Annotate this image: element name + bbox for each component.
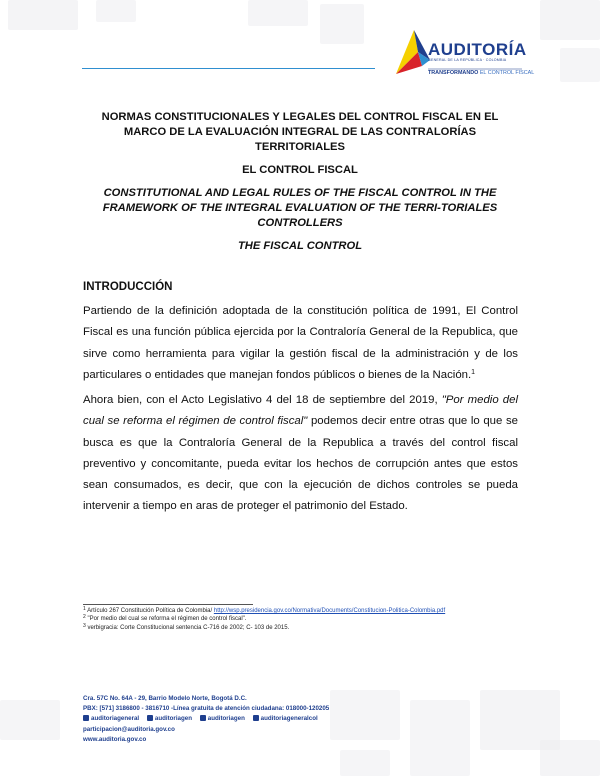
header-divider	[82, 68, 375, 69]
contact-footer	[83, 694, 329, 745]
decorative-tile	[340, 750, 390, 776]
contact-email[interactable]: participacion@auditoria.gov.co	[83, 726, 175, 734]
document-title-block	[90, 110, 510, 254]
instagram-icon	[200, 715, 206, 721]
contact-address: Cra. 57C No. 64A - 29, Barrio Modelo Norte, Bogotá D.C.	[83, 695, 247, 702]
document-subtitle: EL CONTROL FISCAL	[242, 164, 358, 176]
decorative-tile	[540, 740, 600, 776]
footnote-number: 3	[83, 622, 86, 629]
footnote-text: verbigracia: Corte Constitucional sentencia C-716 de 2002; C- 103 de 2015.	[85, 624, 290, 631]
footnote-1	[83, 607, 513, 615]
document-title: NORMAS CONSTITUCIONALES Y LEGALES DEL CONTROL FISCAL EN EL MARCO DE LA EVALUACIÓN INTEGRAL DE LAS CONTRALORÍAS TERRITORIALES	[101, 111, 499, 153]
instagram-link[interactable]	[200, 714, 245, 724]
contact-website[interactable]: www.auditoria.gov.co	[83, 736, 147, 744]
footnote-number: 1	[83, 606, 86, 612]
section-heading: INTRODUCCIÓN	[83, 281, 173, 293]
twitter-link[interactable]	[147, 714, 192, 724]
footnote-2	[83, 615, 513, 623]
logo-tagline-bold: TRANSFORMANDO	[428, 70, 479, 76]
paragraph-reform-rest: podemos decir entre otras que lo que se busca es que la Contraloría General de la Republica a través del control fiscal preventivo y concomitante, pueda evitar los hechos de corrupción antes que estos sean consumados, es decir, que con la ejecución de dichos controles se pueda intervenir a tiempo en aras de proteger el patrimonio del Estado.	[83, 415, 518, 513]
decorative-tile	[410, 700, 470, 776]
social-handle: auditoriageneral	[91, 714, 140, 722]
social-handle: auditoriagen	[154, 714, 193, 722]
facebook-icon	[83, 715, 89, 721]
footnotes	[83, 607, 513, 632]
twitter-icon	[147, 715, 153, 721]
social-links	[83, 714, 329, 726]
footnote-link[interactable]: http://wsp.presidencia.gov.co/Normativa/Documents/Constitucion-Politica-Colombia.pdf	[213, 608, 446, 614]
decorative-tile	[560, 48, 600, 82]
contact-phone: PBX: [571] 3186800 - 3816710 -Línea gratuita de atención ciudadana: 018000-120205	[83, 704, 330, 712]
social-handle: auditoriageneralcol	[260, 714, 318, 722]
decorative-tile	[0, 700, 60, 740]
youtube-link[interactable]	[253, 714, 318, 724]
footnote-text: "Por medio del cual se reforma el régimen de control fiscal".	[85, 616, 247, 623]
document-title-english: CONSTITUTIONAL AND LEGAL RULES OF THE FISCAL CONTROL IN THE FRAMEWORK OF THE INTEGRAL EVALUATION OF THE TERRI-TORIALES CONTROLLERS	[102, 187, 498, 229]
facebook-link[interactable]	[83, 714, 139, 724]
logo-tagline-light: EL CONTROL FISCAL	[479, 70, 535, 76]
footnote-number: 2	[83, 614, 86, 621]
decorative-tile	[320, 4, 364, 44]
paragraph-intro	[83, 301, 518, 386]
paragraph-reform-lead: Ahora bien, con el Acto Legislativo 4 del 18 de septiembre del 2019,	[83, 394, 442, 406]
footnote-ref[interactable]: 1	[471, 368, 476, 376]
decorative-tile	[330, 690, 400, 740]
paragraph-reform	[83, 390, 518, 518]
paragraph-intro-text: Partiendo de la definición adoptada de la constitución política de 1991, El Control Fiscal es una función pública ejercida por la Contraloría General de la Republica, que sirve como herramienta para vigilar la gestión fiscal de la administración y de los particulares o entidades que manejan fondos públicos o bienes de la Nación.	[83, 305, 518, 381]
decorative-tile	[8, 0, 78, 30]
logo-subtitle: GENERAL DE LA REPÚBLICA · COLOMBIA	[428, 58, 507, 62]
decorative-tile	[248, 0, 308, 26]
document-subtitle-english: THE FISCAL CONTROL	[237, 240, 363, 252]
reform-quote: "Por medio del cual se reforma el régimen de control fiscal"	[83, 394, 518, 428]
logo-tagline	[428, 70, 534, 76]
footnote-divider	[83, 604, 253, 605]
footnote-text: Artículo 267 Constitución Política de Colombia/	[85, 608, 214, 614]
decorative-tile	[96, 0, 136, 22]
social-handle: auditoriagen	[207, 714, 245, 722]
logo-name: AUDITORÍA	[428, 40, 527, 59]
footnote-3	[83, 624, 513, 632]
youtube-icon	[253, 715, 259, 721]
decorative-tile	[540, 0, 600, 40]
